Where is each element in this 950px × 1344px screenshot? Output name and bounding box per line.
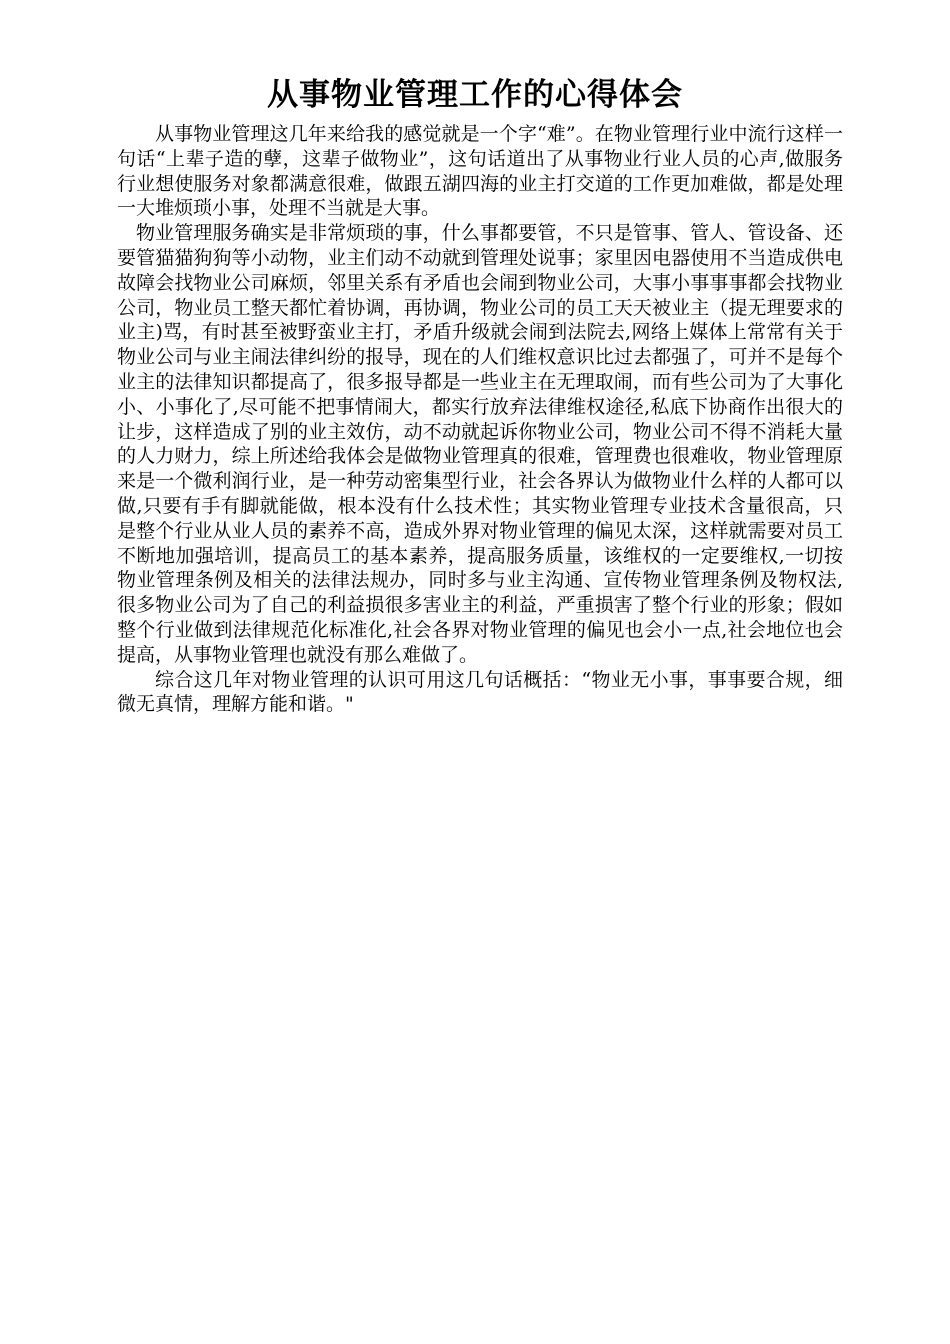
paragraph-intro: 从事物业管理这几年来给我的感觉就是一个字“难”。在物业管理行业中流行这样一句话“上辈子造的孽，这辈子做物业”，这句话道出了从事物业行业人员的心声,做服务行业想使服务对象都满意很难，做跟五湖四海的业主打交道的工作更加难做，都是处理一大堆烦琐小事，处理不当就是大事。 <box>117 123 843 220</box>
document-title: 从事物业管理工作的心得体会 <box>267 76 683 113</box>
paragraph-main: 物业管理服务确实是非常烦琐的事，什么事都要管，不只是管事、管人、管设备、还要管猫猫狗狗等小动物，业主们动不动就到管理处说事；家里因电器使用不当造成供电故障会找物业公司麻烦，邻里关系有矛盾也会闹到物业公司，大事小事事事都会找物业公司，物业员工整天都忙着协调，再协调，物业公司的员工天天被业主（提无理要求的业主)骂，有时甚至被野蛮业主打，矛盾升级就会闹到法院去,网络上媒体上常常有关于物业公司与业主闹法律纠纷的报导，现在的人们维权意识比过去都强了，可并不是每个业主的法律知识都提高了，很多报导都是一些业主在无理取闹，而有些公司为了大事化小、小事化了,尽可能不把事情闹大，都实行放弃法律维权途径,私底下协商作出很大的让步，这样造成了别的业主效仿，动不动就起诉你物业公司，物业公司不得不消耗大量的人力财力，综上所述给我体会是做物业管理真的很难，管理费也很难收，物业管理原来是一个微利润行业，是一种劳动密集型行业，社会各界认为做物业什么样的人都可以做,只要有手有脚就能做，根本没有什么技术性；其实物业管理专业技术含量很高，只是整个行业从业人员的素养不高，造成外界对物业管理的偏见太深，这样就需要对员工不断地加强培训，提高员工的基本素养，提高服务质量，该维权的一定要维权,一切按物业管理条例及相关的法律法规办，同时多与业主沟通、宣传物业管理条例及物权法,很多物业公司为了自己的利益损很多害业主的利益，严重损害了整个行业的形象；假如整个行业做到法律规范化标准化,社会各界对物业管理的偏见也会小一点,社会地位也会提高，从事物业管理也就没有那么难做了。 <box>117 222 843 666</box>
paragraph-conclusion: 综合这几年对物业管理的认识可用这几句话概括：“物业无小事，事事要合规，细微无真情，理解方能和谐。" <box>117 668 843 716</box>
document-body <box>117 122 843 717</box>
